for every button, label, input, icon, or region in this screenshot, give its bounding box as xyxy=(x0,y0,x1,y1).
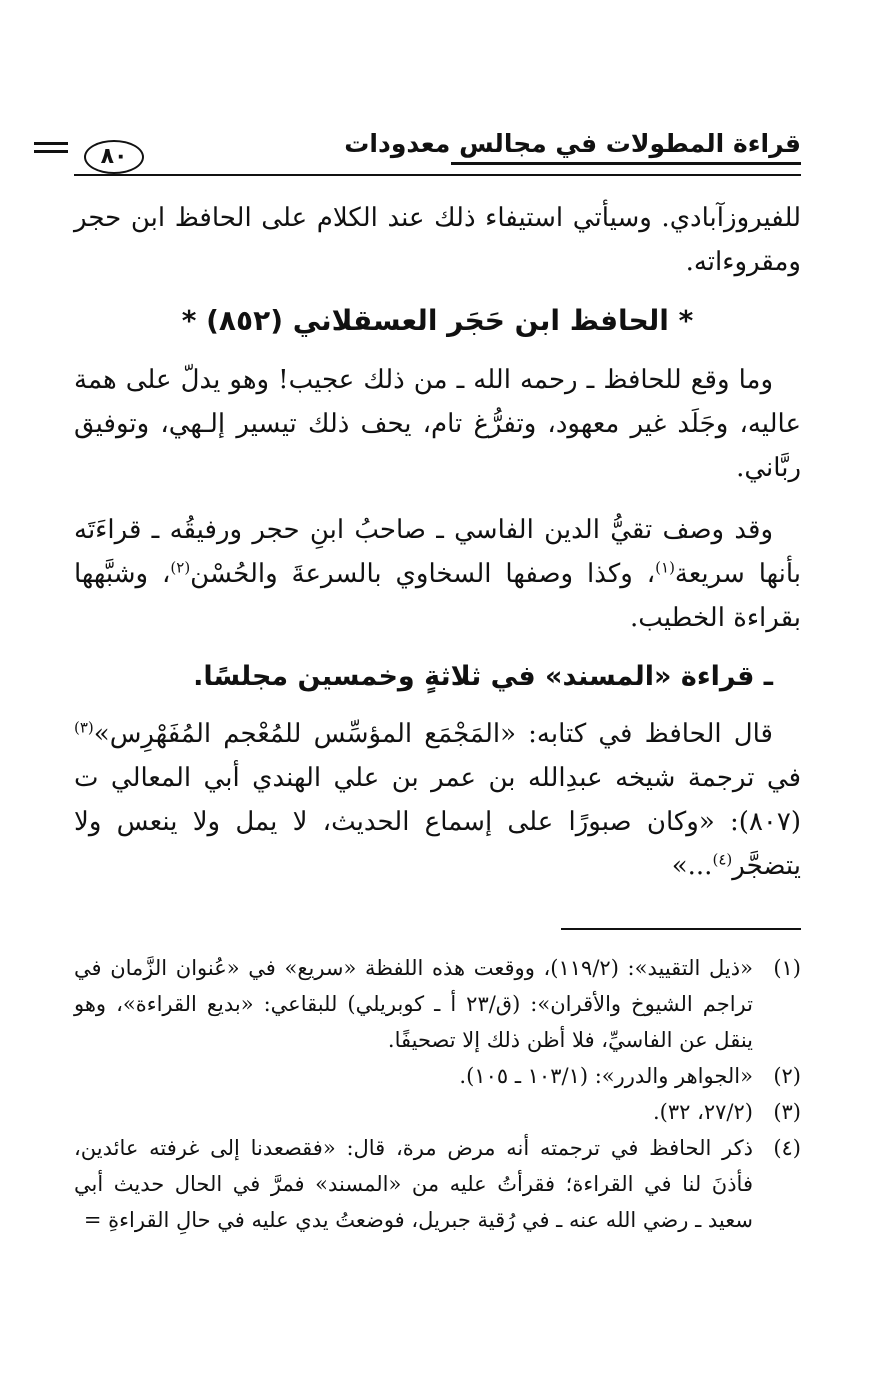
footnote-separator xyxy=(561,928,801,930)
footnote-text: ذكر الحافظ في ترجمته أنه مرض مرة، قال: «فقصعدنا إلى غرفته عائدين، فأذنَ لنا في القراءة؛ فقرأتُ عليه من «المسند» فمرَّ في الحال حديث أبي سعيد ـ رضي الله عنه ـ في رُقية جبريل، فوضعتُ يدي عليه في حالِ القراءةِ = xyxy=(74,1136,753,1232)
paragraph xyxy=(74,712,801,888)
footnote-ref: (٤) xyxy=(712,850,733,869)
footnote-number: (٤) xyxy=(773,1136,801,1160)
page-number: ٨٠ xyxy=(84,140,144,174)
title-underline xyxy=(451,162,801,165)
paragraph-text: في ترجمة شيخه عبدِالله بن عمر بن علي الهندي أبي المعالي ت (٨٠٧): «وكان صبورًا على إسماع الحديث، لا يمل ولا ينعس ولا يتضجَّر xyxy=(74,763,801,881)
section-heading: * الحافظ ابن حَجَر العسقلاني (٨٥٢) * xyxy=(181,304,694,337)
footnote-number: (٢) xyxy=(773,1064,801,1088)
footnote-ref: (١) xyxy=(655,558,675,577)
paragraph-text: ...» xyxy=(671,851,713,881)
sub-heading: ـ قراءة «المسند» في ثلاثةٍ وخمسين مجلسًا. xyxy=(193,661,773,692)
footnote xyxy=(74,1058,801,1094)
paragraph-text: قال الحافظ في كتابه: «المَجْمَع المؤسِّس للمُعْجم المُفَهْرِس» xyxy=(93,719,773,749)
footnote-text: (٢٧/٢، ٣٢). xyxy=(652,1100,753,1124)
page-header xyxy=(74,128,801,180)
footnote-text: «الجواهر والدرر»: (١٠٣/١ ـ ١٠٥). xyxy=(459,1064,753,1088)
footnote-ref: (٣) xyxy=(74,718,94,737)
footnote-number: (٣) xyxy=(773,1100,801,1124)
footnote-text: «ذيل التقييد»: (١١٩/٢)، ووقعت هذه اللفظة «سريع» في «عُنوان الزَّمان في تراجم الشيوخ والأقران»: (ق/٢٣ أ ـ كوبريلي) للبقاعي: «بديع القراءة»، وهو ينقل عن الفاسيِّ، فلا أظن ذلك إلا تصحيفًا. xyxy=(74,956,753,1052)
running-title: قراءة المطولات في مجالس معدودات xyxy=(344,129,801,158)
paragraph-text: ، وكذا وصفها السخاوي بالسرعةَ والحُسْن xyxy=(190,559,656,589)
footnotes xyxy=(74,950,801,1238)
footnote xyxy=(74,950,801,1058)
header-rule xyxy=(74,174,801,176)
paragraph-text: ، وشبَّهها بقراءة الخطيب. xyxy=(74,559,801,633)
main-text xyxy=(74,196,801,888)
paragraph: للفيروزآبادي. وسيأتي استيفاء ذلك عند الكلام على الحافظ ابن حجر ومقروءاته. xyxy=(74,203,801,277)
page-number-ornament-line xyxy=(34,142,68,145)
paragraph: وما وقع للحافظ ـ رحمه الله ـ من ذلك عجيب! وهو يدلّ على همة عاليه، وجَلَد غير معهود، وتفرُّغ تام، يحف ذلك تيسير إلـهي، وتوفيق ربَّاني. xyxy=(74,365,801,483)
paragraph xyxy=(74,508,801,640)
footnote-ref: (٢) xyxy=(170,558,191,577)
paragraph-text: وقد وصف تقيُّ الدين الفاسي ـ صاحبُ ابنِ حجر ورفيقُه ـ قراءَتَه بأنها سريعة xyxy=(74,515,801,589)
footnote xyxy=(74,1094,801,1130)
footnote-number: (١) xyxy=(773,956,801,980)
footnote xyxy=(74,1130,801,1238)
page-number-ornament-line xyxy=(34,150,68,153)
